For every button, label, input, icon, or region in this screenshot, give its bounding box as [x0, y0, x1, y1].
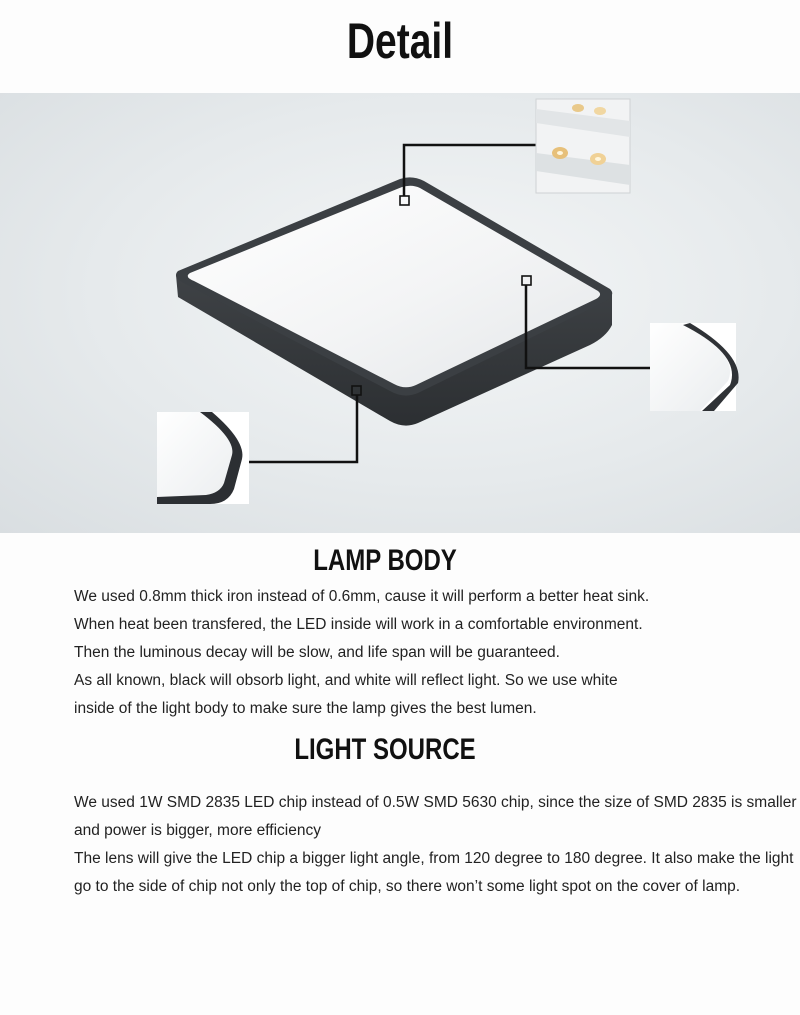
product-photo — [0, 93, 800, 533]
light-source-paragraph: We used 1W SMD 2835 LED chip instead of 0.5W SMD 5630 chip, since the size of SMD 2835 is smaller and power is bigger, more efficiency — [74, 794, 797, 839]
lamp-body-line: We used 0.8mm thick iron instead of 0.6mm, cause it will perform a better heat sink. — [74, 588, 650, 605]
lamp-illustration — [0, 93, 800, 533]
lamp-body-heading: LAMP BODY — [313, 544, 457, 577]
lamp-body-line: When heat been transfered, the LED inside will work in a comfortable environment. — [74, 616, 643, 633]
page-title: Detail — [346, 13, 454, 69]
light-source-paragraph: The lens will give the LED chip a bigger light angle, from 120 degree to 180 degree. It also make the light go to the side of chip not only the top of chip, so there won’t some light spot on the cover of lamp. — [74, 850, 794, 895]
lamp-body-line: inside of the light body to make sure the lamp gives the best lumen. — [74, 700, 537, 717]
light-source-heading: LIGHT SOURCE — [294, 733, 476, 766]
inset-right-corner — [650, 323, 739, 411]
inset-led-chips — [536, 99, 630, 193]
lamp-body-line: As all known, black will obsorb light, and white will reflect light. So we use white — [74, 672, 618, 689]
lamp-body-line: Then the luminous decay will be slow, and life span will be guaranteed. — [74, 644, 560, 661]
inset-left-corner — [157, 412, 249, 504]
lamp-body-text — [74, 583, 794, 723]
callout-line-bottom — [249, 395, 357, 462]
light-source-text — [74, 789, 798, 901]
